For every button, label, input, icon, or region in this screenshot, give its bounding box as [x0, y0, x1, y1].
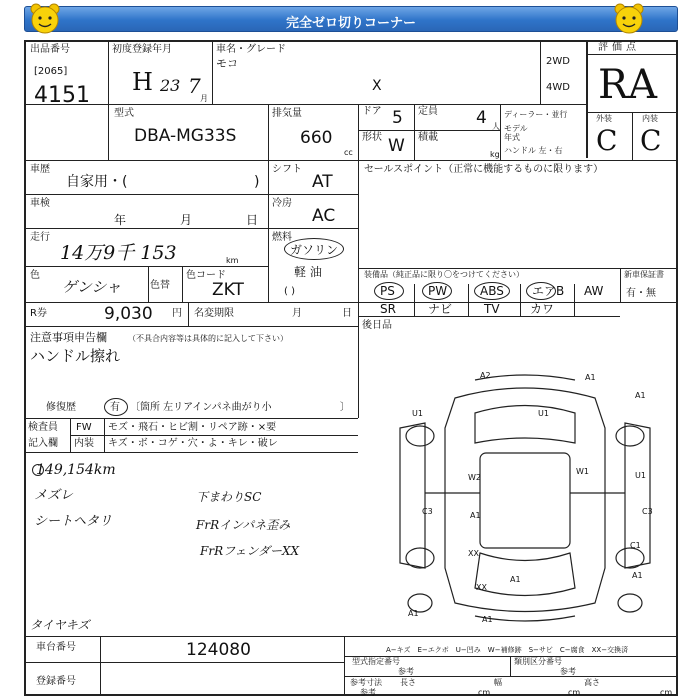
shift-value: AT: [312, 172, 333, 192]
equip-leather: カワ: [530, 302, 555, 316]
notes-label: 注意事項申告欄: [30, 331, 107, 344]
fuel-paren: ( ): [284, 286, 295, 297]
equip-sr: SR: [380, 302, 396, 316]
first-reg-year: 23: [160, 76, 181, 95]
color-code-label: 色コード: [186, 270, 226, 281]
mascot-right-icon: [612, 2, 646, 36]
banner-title: 完全ゼロ切りコーナー: [285, 16, 416, 31]
equip-abs-circle: [474, 282, 510, 300]
history-label: 車歴: [30, 164, 50, 175]
inspector-label-1: 検査員: [28, 422, 58, 433]
size-label: 参考寸法: [350, 678, 382, 687]
recycle-unit: 円: [172, 308, 182, 319]
displacement-unit: cc: [344, 148, 353, 157]
size-height-unit: cm: [660, 688, 673, 697]
cert-label: 型式指定番号: [352, 657, 400, 666]
equip-navi: ナビ: [428, 302, 453, 316]
handwritten-odo: 149,154km: [36, 462, 116, 478]
rating-int-value: C: [640, 124, 662, 157]
mark-u1-left: U1: [412, 409, 423, 418]
body-shape-value: W: [388, 136, 405, 156]
notes-hint: （不具合内容等は具体的に記入して下さい）: [128, 334, 288, 343]
mileage-value: 14万9千 153: [60, 242, 177, 264]
new-warranty-label: 新車保証書: [624, 270, 664, 279]
color-code-value: ZKT: [212, 280, 244, 300]
drive-2wd: 2WD: [546, 56, 570, 67]
fuel-gasoline: ガソリン: [290, 243, 339, 257]
handwritten-line2: シートヘタリ: [34, 514, 113, 529]
cert-ref: 参考: [398, 667, 414, 676]
recycle-value: 9,030: [104, 304, 153, 324]
rating-int-label: 内装: [642, 114, 658, 123]
capacity-unit: 人: [492, 122, 500, 131]
banner: [24, 6, 678, 32]
lot-label: 出品番号: [30, 44, 70, 55]
title-change-day: 日: [342, 308, 352, 319]
displacement-value: 660: [300, 128, 333, 148]
inspector-label-2: 記入欄: [28, 438, 58, 449]
body-shape-label: 形状: [362, 132, 382, 143]
lot-code: [2065]: [34, 66, 68, 77]
repair-detail: 〔箇所 左リアインパネ曲がり小: [130, 402, 272, 413]
class-ref: 参考: [560, 667, 576, 676]
equip-ps: PS: [380, 284, 395, 298]
inspector-row1: モズ・飛石・ヒビ割・リペア跡・×要: [108, 422, 277, 433]
fuel-label: 燃料: [272, 232, 292, 243]
mark-c1: C1: [630, 541, 641, 550]
first-reg-month-unit: 月: [200, 94, 208, 103]
rating-ext-value: C: [596, 124, 618, 157]
mark-a1-mid: A1: [470, 511, 481, 520]
rating-ext-label: 外装: [596, 114, 612, 123]
mark-c3-left: C3: [422, 507, 433, 516]
rating-label: 評価点: [598, 42, 640, 53]
history-value: 自家用・(: [66, 174, 128, 190]
mark-u1-top: U1: [538, 409, 549, 418]
load-unit: kg: [490, 150, 500, 159]
equip-pw: PW: [428, 284, 448, 298]
mark-a1-corner: A1: [408, 609, 419, 618]
capacity-value: 4: [476, 108, 487, 128]
drive-4wd: 4WD: [546, 82, 570, 93]
displacement-label: 排気量: [272, 108, 302, 119]
color-change-label: 色替: [150, 280, 170, 291]
color-label: 色: [30, 270, 40, 281]
equip-aw: AW: [584, 284, 604, 298]
mileage-label: 走行: [30, 232, 50, 243]
mascot-left-icon: [28, 2, 62, 36]
size-height: 高さ: [584, 678, 600, 687]
equip-pw-circle: [422, 282, 452, 300]
size-width-unit: cm: [568, 688, 581, 697]
handwritten-right3: FrRフェンダーXX: [200, 544, 300, 558]
inspector-row2: キズ・ボ・コゲ・穴・よ・キレ・破レ: [108, 438, 278, 449]
size-length-unit: cm: [478, 688, 491, 697]
handle-label: ハンドル 左・右: [504, 146, 563, 155]
mark-w2: W2: [468, 473, 481, 482]
title-change-month: 月: [292, 308, 302, 319]
handwritten-line1: メズレ: [34, 488, 74, 503]
history-close: ): [254, 174, 260, 190]
handwritten-right2: FrRインパネ歪み: [196, 518, 291, 532]
inspector-int-label: 内装: [74, 438, 94, 449]
recycle-label: R券: [30, 308, 47, 319]
doors-label: ドア: [362, 106, 382, 117]
lot-number: 4151: [34, 83, 90, 108]
fuel-diesel: 軽 油: [294, 265, 322, 279]
mark-a1-front: A1: [585, 373, 596, 382]
inspector-fw: FW: [76, 422, 92, 433]
first-reg-month: 7: [188, 74, 201, 98]
capacity-label: 定員: [418, 106, 438, 117]
chassis-value: 124080: [186, 640, 251, 660]
mark-xx-2: XX: [476, 583, 487, 592]
title-change-label: 名変期限: [194, 308, 234, 319]
car-damage-diagram: [380, 368, 670, 628]
repair-circle-mark: [104, 398, 128, 416]
equip-airbag-circle: [526, 282, 556, 300]
equip-airbag: エアB: [532, 284, 565, 298]
class-label: 類別区分番号: [514, 657, 562, 666]
inspection-label: 車検: [30, 198, 50, 209]
size-length: 長さ: [400, 678, 416, 687]
mark-xx-1: XX: [468, 549, 479, 558]
inspection-month: 月: [180, 213, 193, 227]
notes-text: ハンドル擦れ: [30, 347, 121, 365]
repair-close: 〕: [340, 402, 350, 413]
repair-label: 修復歴: [46, 402, 76, 413]
ac-label: 冷房: [272, 198, 292, 209]
inspection-day: 日: [246, 213, 259, 227]
equip-abs: ABS: [480, 284, 504, 298]
mark-c3-right: C3: [642, 507, 653, 516]
new-warranty-value: 有・無: [626, 288, 656, 299]
inspection-year: 年: [114, 213, 127, 227]
mark-u1-right: U1: [635, 471, 646, 480]
mark-a1-lower: A1: [632, 571, 643, 580]
odo-circle-mark: [32, 464, 44, 476]
ac-value: AC: [312, 206, 336, 226]
damage-legend: A−キズ E−エクボ U−凹み W−補修跡 S−サビ C−腐食 XX−交換済: [386, 646, 629, 654]
car-grade: X: [372, 78, 382, 94]
load-label: 積載: [418, 132, 438, 143]
dealer-label: ディーラー・並行: [504, 110, 568, 119]
first-reg-label: 初度登録年月: [112, 44, 172, 55]
chassis-label: 車台番号: [36, 642, 76, 653]
after-label: 後日品: [362, 320, 392, 331]
shift-label: シフト: [272, 164, 302, 175]
registration-label: 登録番号: [36, 676, 76, 687]
doors-value: 5: [392, 108, 403, 128]
handwritten-bottom: タイヤキズ: [30, 618, 90, 632]
sales-point-label: セールスポイント（正常に機能するものに限ります）: [364, 164, 604, 175]
mark-a1-bottom: A1: [482, 615, 493, 624]
size-ref: 参考: [360, 688, 376, 697]
model-label: 型式: [114, 108, 134, 119]
repair-value: 有: [110, 402, 120, 413]
mileage-unit: km: [226, 256, 239, 265]
mark-a2: A2: [480, 371, 491, 380]
size-width: 幅: [494, 678, 502, 687]
equip-ps-circle: [374, 282, 404, 300]
model-value: DBA-MG33S: [134, 126, 237, 146]
first-reg-era: H: [132, 68, 153, 96]
handwritten-right1: 下まわりSC: [196, 490, 262, 504]
car-name-label: 車名・グレード: [216, 44, 286, 55]
color-value: ゲンシャ: [62, 278, 122, 296]
mark-a1-right: A1: [635, 391, 646, 400]
equipment-label: 装備品（純正品に限り〇をつけてください）: [364, 270, 524, 279]
model-year-label: モデル年式: [504, 124, 528, 142]
mark-a1-rear: A1: [510, 575, 521, 584]
car-name: モコ: [216, 57, 238, 70]
rating-value: RA: [598, 62, 658, 108]
equip-tv: TV: [484, 302, 500, 316]
fuel-circle-mark: [284, 238, 344, 260]
mark-w1: W1: [576, 467, 589, 476]
